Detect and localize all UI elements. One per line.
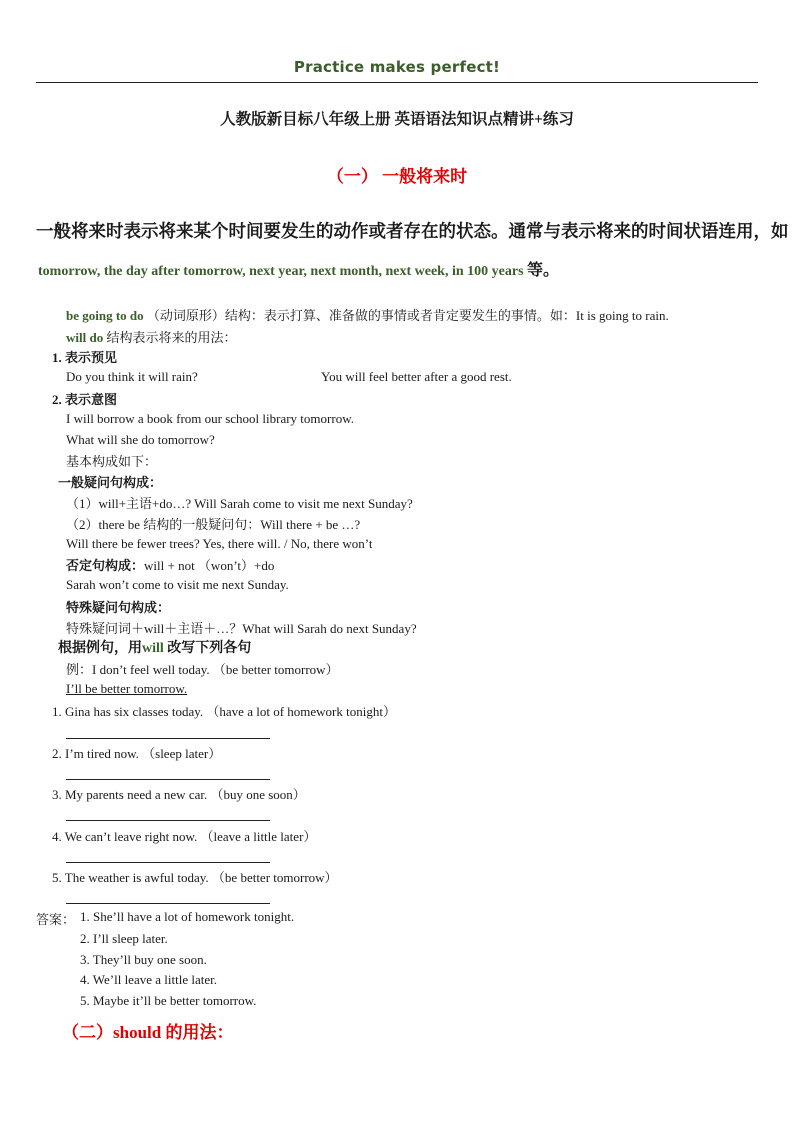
general-question-item-3: Will there be fewer trees? Yes, there will. / No, there won’t xyxy=(66,536,373,551)
answer-blank[interactable] xyxy=(66,820,270,821)
negative-example: Sarah won’t come to visit me next Sunday. xyxy=(66,577,289,592)
document-title: 人教版新目标八年级上册 英语语法知识点精讲+练习 xyxy=(220,111,574,128)
exercise-question: 4. We can’t leave right now. （leave a little later） xyxy=(52,829,317,844)
exercise-example-answer: I’ll be better tomorrow. xyxy=(66,681,188,696)
exercise-question: 1. Gina has six classes today. （have a lot of homework tonight） xyxy=(52,704,396,719)
will-do-term: will do xyxy=(66,330,104,345)
section-2-title: （二）should 的用法： xyxy=(62,1023,234,1042)
usage-1-example-a: Do you think it will rain? xyxy=(66,369,198,384)
intro-tail: 等。 xyxy=(527,262,560,279)
general-question-item-1: （1）will+主语+do…? Will Sarah come to visit me next Sunday? xyxy=(66,496,413,511)
special-question-formula: 特殊疑问词＋will＋主语＋…？What will Sarah do next Sunday? xyxy=(66,621,417,636)
header-motto: Practice makes perfect! xyxy=(293,58,501,76)
answer-item: 5. Maybe it’ll be better tomorrow. xyxy=(80,993,257,1008)
answer-item: 3. They’ll buy one soon. xyxy=(80,952,207,967)
exercise-instr-a: 根据例句，用 xyxy=(58,641,142,656)
special-question-label: 特殊疑问句构成： xyxy=(66,600,171,615)
negative-formula: will + not （won’t）+do xyxy=(144,558,275,573)
answer-blank[interactable] xyxy=(66,903,270,904)
negative-line xyxy=(66,555,274,574)
exercise-instr-will: will xyxy=(142,641,164,656)
exercise-instruction xyxy=(58,637,251,657)
answer-item: 1. She’ll have a lot of homework tonight. xyxy=(80,909,295,924)
intro-paragraph: 一般将来时表示将来某个时间要发生的动作或者存在的状态。通常与表示将来的时间状语连用，如 xyxy=(36,221,789,241)
exercise-instr-b: 改写下列各句 xyxy=(167,641,252,656)
negative-label: 否定句构成： xyxy=(66,558,145,573)
general-question-label: 一般疑问句构成： xyxy=(58,475,163,490)
answer-item: 4. We’ll leave a little later. xyxy=(80,972,217,987)
section-1-title: （一） 一般将来时 xyxy=(326,167,468,186)
exercise-question: 5. The weather is awful today. （be better tomorrow） xyxy=(52,870,338,885)
answer-item: 2. I’ll sleep later. xyxy=(80,931,168,946)
header-rule xyxy=(36,82,758,83)
answer-blank[interactable] xyxy=(66,862,270,863)
usage-1-label: 1. 表示预见 xyxy=(52,350,118,365)
answer-blank[interactable] xyxy=(66,779,270,780)
usage-2-example-a: I will borrow a book from our school library tomorrow. xyxy=(66,411,354,426)
exercise-example: 例：I don’t feel well today. （be better tomorrow） xyxy=(66,662,339,677)
time-phrases: tomorrow, the day after tomorrow, next year, next month, next week, in 100 years xyxy=(38,264,524,279)
answer-blank[interactable] xyxy=(66,738,270,739)
will-do-line xyxy=(66,327,236,346)
answers-label: 答案： xyxy=(36,912,76,927)
be-going-to-line xyxy=(66,305,669,324)
basic-structure-label: 基本构成如下： xyxy=(66,454,158,469)
be-going-to-term: be going to do xyxy=(66,308,144,323)
general-question-item-2: （2）there be 结构的一般疑问句：Will there + be …? xyxy=(66,517,361,532)
exercise-question: 3. My parents need a new car. （buy one soon） xyxy=(52,787,306,802)
usage-2-example-b: What will she do tomorrow? xyxy=(66,432,215,447)
usage-1-example-b: You will feel better after a good rest. xyxy=(321,369,512,384)
usage-2-label: 2. 表示意图 xyxy=(52,392,118,407)
be-going-to-text: （动词原形）结构：表示打算、准备做的事情或者肯定要发生的事情。如：It is going to rain. xyxy=(146,308,669,323)
will-do-text: 结构表示将来的用法： xyxy=(106,330,237,345)
intro-time-phrases xyxy=(38,257,559,280)
exercise-question: 2. I’m tired now. （sleep later） xyxy=(52,746,222,761)
